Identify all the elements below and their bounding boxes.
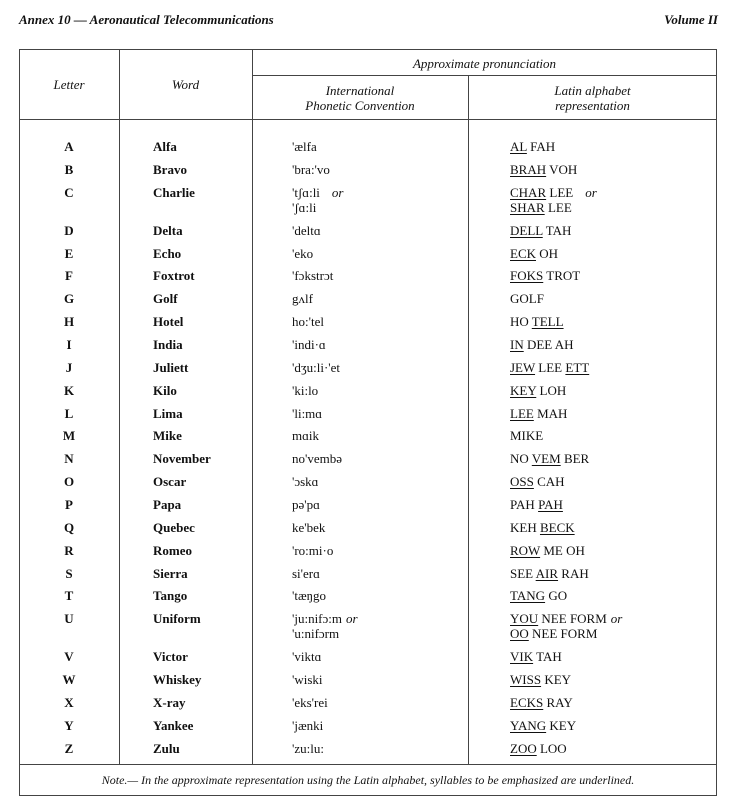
latin-cell (510, 695, 573, 710)
ipa-line (292, 360, 340, 375)
latin-cell (510, 474, 565, 489)
word-cell: Juliett (153, 360, 189, 375)
syllable: OH (536, 246, 559, 261)
ipa-cell (292, 672, 323, 687)
rule-header-bottom (19, 119, 717, 120)
word-cell: Delta (153, 223, 183, 238)
syllable: BER (560, 451, 590, 466)
ipa-line (292, 520, 325, 535)
running-header-title: Annex 10 — Aeronautical Telecommunications (19, 12, 274, 27)
syllable: NEE FORM (538, 611, 607, 626)
syllable: LEE (535, 360, 566, 375)
col-header-ipa (252, 83, 468, 113)
stressed-syllable: SHAR (510, 200, 545, 215)
rule-ipa-latin (468, 75, 469, 764)
table-note: Note.— In the approximate representation using the Latin alphabet, syllables to be emphasized are underlined. (101, 773, 635, 787)
rule-word-approx (252, 49, 253, 764)
stressed-syllable: PAH (538, 497, 563, 512)
ipa-line (292, 474, 318, 489)
latin-line (510, 268, 580, 283)
ipa-line (292, 268, 333, 283)
ipa-cell (292, 566, 320, 581)
syllable: LEE (546, 185, 574, 200)
ipa-line (292, 451, 342, 466)
word-cell: Bravo (153, 162, 187, 177)
latin-cell (510, 649, 562, 664)
ipa-cell (292, 223, 321, 238)
ipa-text: 'wiski (292, 672, 323, 687)
word-cell: Mike (153, 428, 182, 443)
syllable: LOO (536, 741, 567, 756)
latin-line (510, 611, 622, 626)
latin-cell (510, 223, 571, 238)
letter-cell: S (65, 566, 73, 581)
col-header-ipa-line2: Phonetic Convention (305, 98, 415, 113)
syllable: NEE FORM (528, 626, 598, 641)
ipa-cell (292, 383, 318, 398)
word-cell: Romeo (153, 543, 192, 558)
ipa-cell (292, 451, 342, 466)
or-label: or (610, 611, 623, 626)
latin-line (510, 139, 555, 154)
ipa-line (292, 139, 317, 154)
latin-line (510, 451, 589, 466)
letter-cell: U (64, 611, 74, 626)
ipa-line (292, 291, 313, 306)
letter-cell: I (66, 337, 72, 352)
ipa-text: 'ɔskɑ (292, 474, 319, 489)
syllable: DEE AH (523, 337, 574, 352)
latin-cell (510, 520, 575, 535)
word-cell: Sierra (153, 566, 188, 581)
ipa-text: 'indi·ɑ (292, 337, 326, 352)
ipa-cell (292, 360, 340, 375)
letter-cell: X (64, 695, 74, 710)
letter-cell: P (65, 497, 73, 512)
syllable: KEY (546, 718, 577, 733)
latin-cell (510, 185, 597, 215)
ipa-line (292, 223, 321, 238)
ipa-text: 'ju:nifɔ:m (292, 611, 343, 626)
stressed-syllable: JEW (510, 360, 536, 375)
latin-cell (510, 741, 567, 756)
syllable: RAH (558, 566, 589, 581)
or-label: or (585, 185, 597, 200)
latin-cell (510, 383, 566, 398)
ipa-line (292, 672, 323, 687)
letter-cell: Q (63, 520, 75, 535)
letter-cell: D (64, 223, 74, 238)
col-header-latin (468, 83, 717, 113)
stressed-syllable: LEE (510, 406, 534, 421)
latin-line (510, 497, 563, 512)
syllable: VOH (546, 162, 578, 177)
col-header-word: Word (171, 77, 200, 92)
ipa-text: 'deltɑ (292, 223, 321, 238)
latin-line (510, 672, 571, 687)
ipa-cell (292, 718, 323, 733)
ipa-line (292, 200, 343, 215)
latin-cell (510, 566, 589, 581)
letter-cell: F (65, 268, 73, 283)
latin-cell (510, 588, 567, 603)
ipa-cell (292, 520, 325, 535)
latin-line (510, 718, 576, 733)
syllable: SEE (510, 566, 536, 581)
ipa-cell (292, 268, 333, 283)
ipa-line (292, 588, 326, 603)
stressed-syllable: WISS (510, 672, 542, 687)
ipa-text: 'fɔkstrɔt (292, 268, 334, 283)
word-cell: Foxtrot (153, 268, 195, 283)
ipa-text: 'ro:mi·o (292, 543, 334, 558)
syllable: GO (545, 588, 568, 603)
stressed-syllable: ROW (510, 543, 541, 558)
word-cell: Hotel (153, 314, 184, 329)
ipa-cell (292, 314, 324, 329)
ipa-line (292, 543, 333, 558)
stressed-syllable: IN (510, 337, 524, 352)
ipa-cell (292, 185, 343, 215)
rule-approx-under (252, 75, 717, 76)
syllable: NO (510, 451, 532, 466)
ipa-text: 'ælfa (292, 139, 317, 154)
latin-line (510, 543, 585, 558)
ipa-line (292, 626, 358, 641)
letter-cell: N (64, 451, 74, 466)
letter-cell: T (64, 588, 74, 603)
or-label: or (346, 611, 358, 626)
latin-cell (510, 543, 585, 558)
word-cell: Alfa (153, 139, 177, 154)
ipa-cell (292, 246, 313, 261)
ipa-cell (292, 611, 358, 641)
word-cell: Lima (153, 406, 183, 421)
col-header-latin-line2: representation (555, 98, 630, 113)
syllable: TAH (533, 649, 562, 664)
word-cell: Zulu (153, 741, 180, 756)
syllable: CAH (533, 474, 565, 489)
latin-cell (510, 314, 564, 329)
stressed-syllable: ECKS (510, 695, 544, 710)
latin-line (510, 566, 589, 581)
ipa-text: 'tæŋgo (292, 588, 327, 603)
stressed-syllable: YANG (510, 718, 547, 733)
latin-line (510, 337, 574, 352)
ipa-line (292, 649, 321, 664)
ipa-text: 'eko (292, 246, 314, 261)
stressed-syllable: ZOO (510, 741, 537, 756)
syllable: FAH (526, 139, 556, 154)
word-cell: Uniform (153, 611, 201, 626)
latin-cell (510, 428, 543, 443)
ipa-line (292, 185, 343, 200)
stressed-syllable: VIK (510, 649, 534, 664)
ipa-line (292, 383, 318, 398)
syllable: RAY (543, 695, 573, 710)
ipa-cell (292, 497, 320, 512)
ipa-text: ho:'tel (292, 314, 324, 329)
word-cell: Oscar (153, 474, 187, 489)
ipa-text: pə'pɑ (292, 497, 320, 512)
ipa-line (292, 497, 320, 512)
latin-cell (510, 360, 589, 375)
letter-cell: E (64, 246, 74, 261)
latin-cell (510, 162, 577, 177)
latin-cell (510, 611, 622, 641)
syllable: HO (510, 314, 532, 329)
stressed-syllable: BECK (539, 520, 575, 535)
ipa-cell (292, 162, 330, 177)
ipa-line (292, 406, 322, 421)
latin-line (510, 649, 562, 664)
ipa-line (292, 611, 358, 626)
latin-line (510, 360, 589, 375)
ipa-line (292, 566, 320, 581)
ipa-text: 'tʃɑ:li (292, 185, 320, 200)
letter-cell: Y (64, 718, 74, 733)
ipa-text: gʌlf (292, 291, 313, 306)
syllable: TAH (542, 223, 572, 238)
latin-line (510, 428, 543, 443)
letter-cell: O (63, 474, 75, 489)
ipa-text: 'viktɑ (292, 649, 322, 664)
ipa-cell (292, 139, 317, 154)
col-header-letter: Letter (53, 77, 85, 92)
ipa-text: 'li:mɑ (292, 406, 323, 421)
latin-cell (510, 337, 574, 352)
letter-cell: M (62, 428, 76, 443)
word-cell: Papa (153, 497, 182, 512)
latin-cell (510, 718, 576, 733)
stressed-syllable: FOKS (510, 268, 544, 283)
ipa-cell (292, 474, 318, 489)
or-label: or (331, 185, 344, 200)
syllable: LEE (544, 200, 572, 215)
letter-cell: B (64, 162, 74, 177)
rule-note-top (19, 764, 717, 765)
word-cell: Echo (153, 246, 182, 261)
letter-cell: H (63, 314, 75, 329)
latin-line (510, 383, 566, 398)
latin-line (510, 520, 575, 535)
ipa-text: 'u:nifɔrm (292, 626, 340, 641)
latin-line (510, 223, 571, 238)
letter-cell: V (64, 649, 74, 664)
ipa-text: si'erɑ (292, 566, 320, 581)
ipa-cell (292, 543, 333, 558)
syllable: LOH (536, 383, 567, 398)
latin-cell (510, 406, 567, 421)
latin-cell (510, 139, 555, 154)
stressed-syllable: ECK (510, 246, 536, 261)
latin-cell (510, 268, 580, 283)
syllable: TROT (543, 268, 581, 283)
letter-cell: J (65, 360, 73, 375)
word-cell: Charlie (153, 185, 195, 200)
word-cell: India (153, 337, 183, 352)
stressed-syllable: KEY (510, 383, 537, 398)
ipa-line (292, 718, 323, 733)
ipa-line (292, 246, 313, 261)
ipa-text: 'zu:lu: (292, 741, 324, 756)
latin-line (510, 588, 567, 603)
ipa-text: ke'bek (292, 520, 326, 535)
ipa-line (292, 428, 319, 443)
latin-line (510, 291, 544, 306)
ipa-text: 'jænki (292, 718, 324, 733)
col-header-latin-line1: Latin alphabet (554, 83, 631, 98)
ipa-cell (292, 291, 313, 306)
syllable: KEY (541, 672, 572, 687)
stressed-syllable: CHAR (510, 185, 547, 200)
stressed-syllable: VEM (531, 451, 561, 466)
stressed-syllable: ETT (565, 360, 590, 375)
word-cell: November (153, 451, 211, 466)
letter-cell: C (64, 185, 74, 200)
ipa-cell (292, 741, 324, 756)
letter-cell: Z (64, 741, 74, 756)
word-cell: Tango (153, 588, 188, 603)
syllable: MIKE (510, 428, 544, 443)
syllable: ME OH (540, 543, 585, 558)
stressed-syllable: TELL (531, 314, 564, 329)
latin-line (510, 162, 577, 177)
word-cell: Victor (153, 649, 188, 664)
ipa-text: 'ki:lo (292, 383, 319, 398)
ipa-text: mɑik (292, 428, 320, 443)
rule-letter-word (119, 49, 120, 764)
col-header-approx: Approximate pronunciation (412, 56, 557, 71)
letter-cell: L (64, 406, 74, 421)
word-cell: Whiskey (153, 672, 202, 687)
syllable: GOLF (510, 291, 544, 306)
phonetic-alphabet-table (19, 49, 717, 796)
ipa-cell (292, 649, 321, 664)
syllable: KEH (510, 520, 540, 535)
syllable: MAH (533, 406, 568, 421)
ipa-text: 'ʃɑ:li (292, 200, 317, 215)
letter-cell: W (62, 672, 76, 687)
latin-line (510, 474, 565, 489)
ipa-text: 'bra:'vo (292, 162, 330, 177)
stressed-syllable: AL (510, 139, 527, 154)
latin-line (510, 741, 567, 756)
latin-line (510, 406, 567, 421)
ipa-cell (292, 337, 326, 352)
stressed-syllable: YOU (510, 611, 539, 626)
stressed-syllable: BRAH (510, 162, 547, 177)
syllable: PAH (510, 497, 539, 512)
latin-line (510, 695, 573, 710)
ipa-text: 'dʒu:li·'et (292, 360, 341, 375)
ipa-cell (292, 428, 319, 443)
ipa-text: 'eks'rei (292, 695, 328, 710)
stressed-syllable: DELL (510, 223, 543, 238)
ipa-line (292, 162, 330, 177)
ipa-line (292, 695, 328, 710)
latin-line (510, 200, 597, 215)
letter-cell: G (63, 291, 75, 306)
letter-cell: K (63, 383, 75, 398)
latin-cell (510, 451, 589, 466)
ipa-cell (292, 406, 322, 421)
word-cell: X-ray (153, 695, 186, 710)
letter-cell: R (64, 543, 74, 558)
latin-cell (510, 497, 563, 512)
latin-cell (510, 291, 544, 306)
running-header-volume: Volume II (664, 12, 718, 27)
word-cell: Yankee (153, 718, 194, 733)
ipa-line (292, 314, 324, 329)
col-header-ipa-line1: International (325, 83, 395, 98)
word-cell: Quebec (153, 520, 195, 535)
latin-line (510, 185, 597, 200)
word-cell: Kilo (153, 383, 177, 398)
ipa-line (292, 741, 324, 756)
ipa-cell (292, 695, 328, 710)
latin-line (510, 626, 622, 641)
stressed-syllable: AIR (535, 566, 559, 581)
latin-cell (510, 246, 558, 261)
word-cell: Golf (153, 291, 178, 306)
stressed-syllable: OSS (510, 474, 534, 489)
stressed-syllable: OO (510, 626, 529, 641)
latin-line (510, 314, 564, 329)
letter-cell: A (64, 139, 74, 154)
ipa-line (292, 337, 326, 352)
ipa-text: no'vembə (292, 451, 342, 466)
ipa-cell (292, 588, 326, 603)
latin-cell (510, 672, 571, 687)
stressed-syllable: TANG (510, 588, 546, 603)
latin-line (510, 246, 558, 261)
